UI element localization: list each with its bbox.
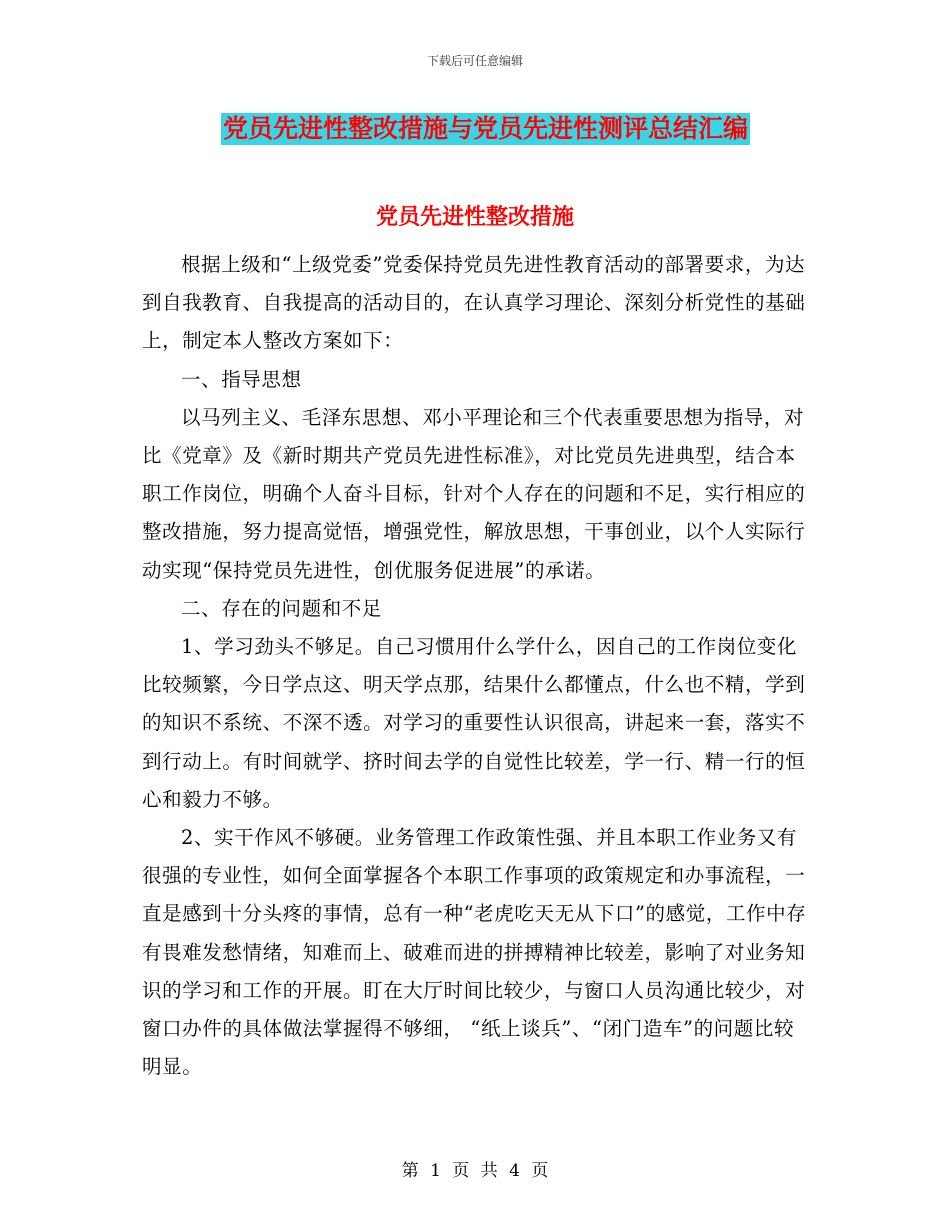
heading-guiding-thought: 一、指导思想 [181, 367, 302, 391]
paragraph-problem-2: 2、实干作风不够硬。业务管理工作政策性强、并且本职工作业务又有很强的专业性，如何全面掌握各个本职工作事项的政策规定和办事流程，一直是感到十分头疼的事情，总有一种“老虎吃天无从下口”的感觉，工作中存有畏难发愁情绪，知难而上、破难而进的拼搏精神比较差，影响了对业务知识的学习和工作的开展。盯在大厅时间比较少，与窗口人员沟通比较少，对窗口办件的具体做法掌握得不够细， “纸上谈兵”、“闭门造车”的问题比较明显。 [142, 826, 807, 1079]
document-body [142, 246, 810, 1086]
page-footer: 第 1 页 共 4 页 [401, 1161, 549, 1181]
main-title: 党员先进性整改措施与党员先进性测评总结汇编 [223, 114, 749, 143]
paragraph-problem-1: 1、学习劲头不够足。自己习惯用什么学什么，因自己的工作岗位变化比较频繁，今日学点这、明天学点那，结果什么都懂点，什么也不精，学到的知识不系统、不深不透。对学习的重要性认识很高，讲起来一套，落实不到行动上。有时间就学、挤时间去学的自觉性比较差，学一行、精一行的恒心和毅力不够。 [142, 635, 806, 811]
section-title: 党员先进性整改措施 [375, 204, 574, 230]
heading-problems: 二、存在的问题和不足 [181, 596, 383, 620]
paragraph-guiding-thought: 以马列主义、毛泽东思想、邓小平理论和三个代表重要思想为指导，对比《党章》及《新时期共产党员先进性标准》，对比党员先进典型，结合本职工作岗位，明确个人奋斗目标，针对个人存在的问题和不足，实行相应的整改措施，努力提高觉悟，增强党性，解放思想，干事创业，以个人实际行动实现“保持党员先进性，创优服务促进展”的承诺。 [142, 405, 806, 582]
header-note: 下载后可任意编辑 [426, 54, 523, 68]
paragraph-intro: 根据上级和“上级党委”党委保持党员先进性教育活动的部署要求，为达到自我教育、自我提高的活动目的，在认真学习理论、深刻分析党性的基础上，制定本人整改方案如下： [142, 253, 806, 353]
